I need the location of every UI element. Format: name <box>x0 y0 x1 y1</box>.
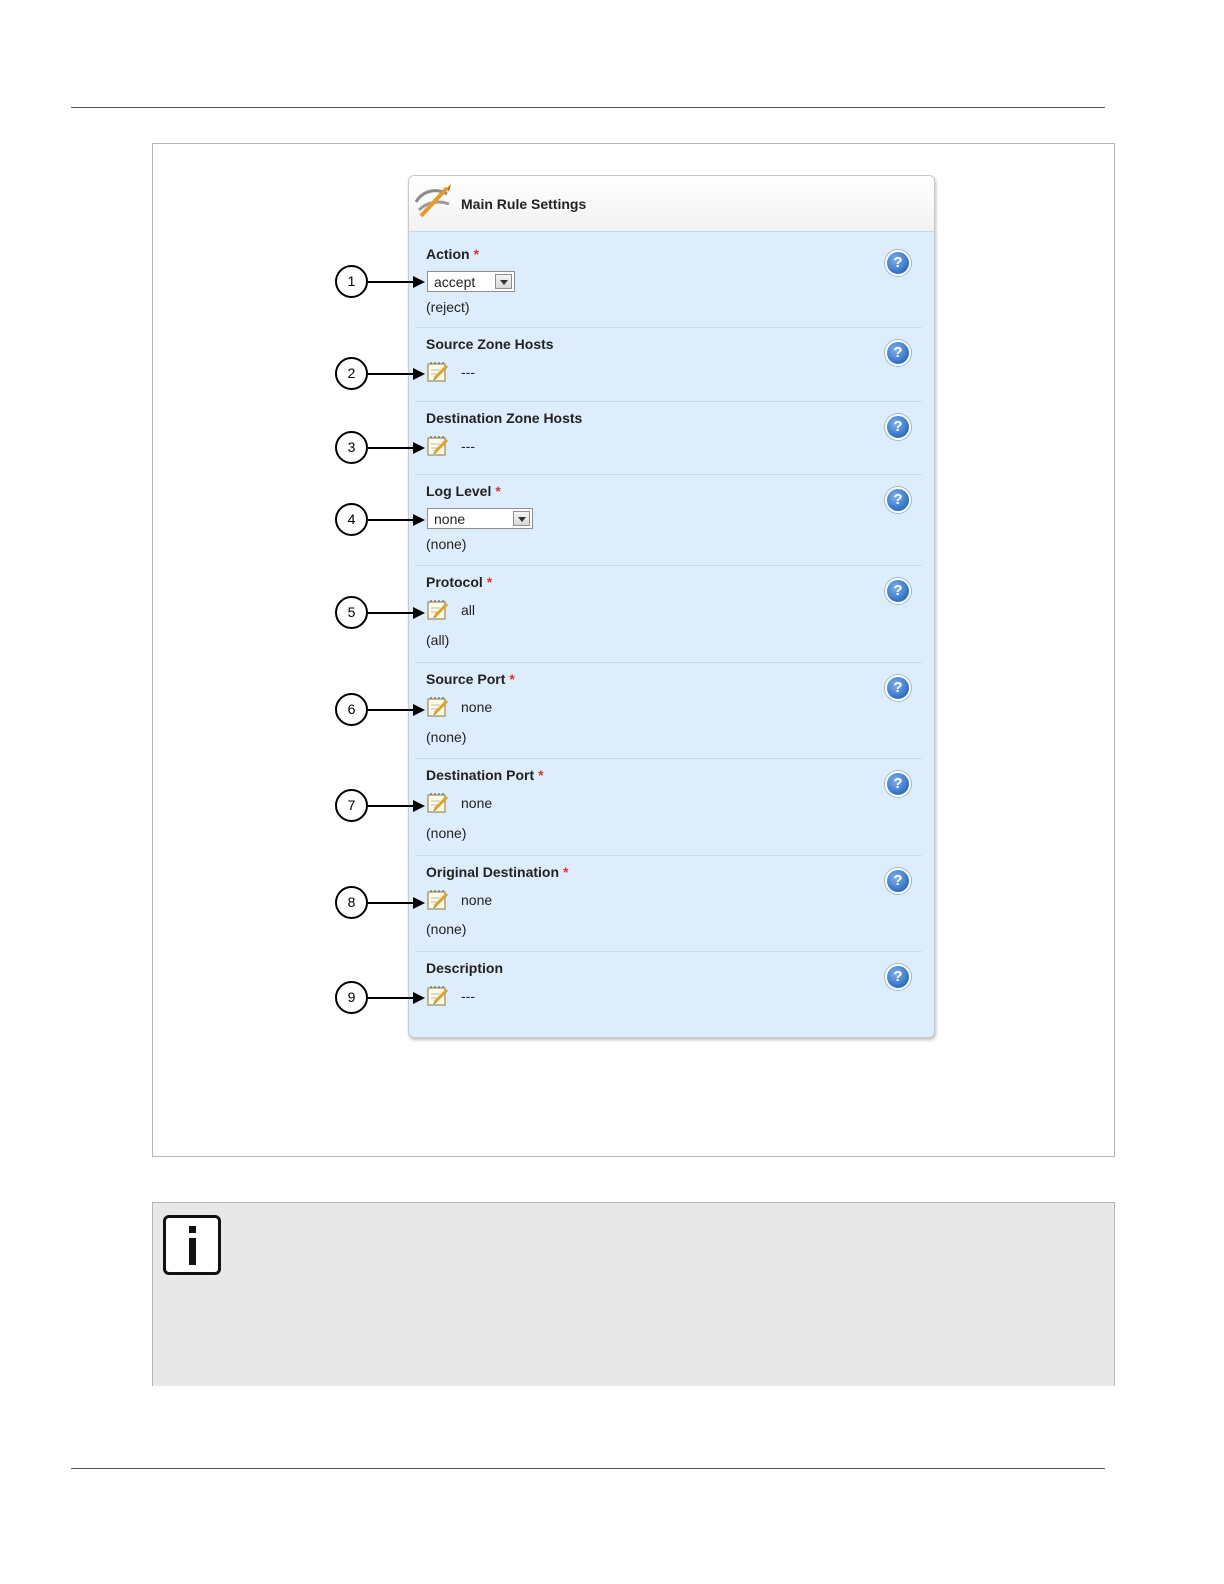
field-separator <box>415 758 922 759</box>
note-box <box>152 1202 1115 1386</box>
callout-arrow <box>368 447 423 449</box>
field-label-text: Action <box>426 246 470 262</box>
field-separator <box>415 855 922 856</box>
field-label-text: Source Zone Hosts <box>426 336 554 352</box>
field-label <box>426 574 492 590</box>
field-value: none <box>461 795 493 811</box>
field-label-text: Source Port <box>426 671 506 687</box>
field-label <box>426 960 503 976</box>
help-icon[interactable]: ? <box>885 250 911 276</box>
callout-number: 8 <box>335 886 368 919</box>
help-icon[interactable]: ? <box>885 414 911 440</box>
required-marker: * <box>509 671 515 687</box>
callout-arrow <box>368 902 423 904</box>
top-rule <box>71 107 1105 108</box>
callout-number: 9 <box>335 981 368 1014</box>
field-default-value: (none) <box>426 825 467 841</box>
callout-number: 4 <box>335 503 368 536</box>
field-label-text: Destination Port <box>426 767 535 783</box>
edit-pencil-icon[interactable] <box>427 792 449 814</box>
select-value: none <box>434 511 466 527</box>
field-label <box>426 336 554 352</box>
field-label <box>426 767 544 783</box>
chevron-down-icon[interactable] <box>513 511 530 526</box>
field-label-text: Log Level <box>426 483 492 499</box>
callout-number: 6 <box>335 693 368 726</box>
required-marker: * <box>495 483 501 499</box>
info-icon <box>163 1215 221 1275</box>
field-value: none <box>461 892 493 908</box>
field-select[interactable] <box>427 271 515 292</box>
field-separator <box>415 327 922 328</box>
edit-pencil-icon[interactable] <box>427 696 449 718</box>
callout-number: 5 <box>335 596 368 629</box>
field-separator <box>415 951 922 952</box>
callout-number: 2 <box>335 357 368 390</box>
field-value: --- <box>461 364 475 380</box>
help-icon[interactable]: ? <box>885 578 911 604</box>
panel-header <box>409 176 934 232</box>
select-value: accept <box>434 274 476 290</box>
help-icon[interactable]: ? <box>885 771 911 797</box>
required-marker: * <box>538 767 544 783</box>
field-label <box>426 410 582 426</box>
main-rule-settings-panel <box>408 175 935 1038</box>
bottom-rule <box>71 1468 1105 1469</box>
callout-arrow <box>368 805 423 807</box>
help-icon[interactable]: ? <box>885 868 911 894</box>
field-default-value: (none) <box>426 921 467 937</box>
field-label <box>426 246 479 262</box>
field-label-text: Protocol <box>426 574 483 590</box>
callout-number: 1 <box>335 265 368 298</box>
info-bar <box>189 1238 196 1265</box>
field-default-value: (none) <box>426 729 467 745</box>
callout-arrow <box>368 612 423 614</box>
field-label <box>426 671 515 687</box>
field-default-value: (reject) <box>426 299 470 315</box>
field-value: all <box>461 602 476 618</box>
edit-pencil-icon[interactable] <box>427 985 449 1007</box>
field-separator <box>415 662 922 663</box>
field-label <box>426 864 568 880</box>
field-separator <box>415 565 922 566</box>
field-label-text: Destination Zone Hosts <box>426 410 583 426</box>
field-select[interactable] <box>427 508 533 529</box>
callout-arrow <box>368 997 423 999</box>
edit-pencil-icon[interactable] <box>427 361 449 383</box>
required-marker: * <box>486 574 493 590</box>
callout-arrow <box>368 373 423 375</box>
edit-pencil-icon[interactable] <box>427 599 449 621</box>
field-label-text: Description <box>426 960 504 976</box>
help-icon[interactable]: ? <box>885 964 911 990</box>
rule-settings-logo-icon <box>413 182 453 220</box>
callout-arrow <box>368 281 423 283</box>
field-value: --- <box>461 988 475 1004</box>
info-dot <box>189 1226 196 1233</box>
edit-pencil-icon[interactable] <box>427 889 449 911</box>
chevron-down-icon[interactable] <box>495 274 512 289</box>
field-separator <box>415 474 922 475</box>
field-default-value: (all) <box>426 632 450 648</box>
edit-pencil-icon[interactable] <box>427 435 449 457</box>
field-value: --- <box>461 438 475 454</box>
callout-arrow <box>368 709 423 711</box>
field-separator <box>415 401 922 402</box>
callout-number: 3 <box>335 431 368 464</box>
callout-number: 7 <box>335 789 368 822</box>
field-label <box>426 483 501 499</box>
required-marker: * <box>473 246 480 262</box>
callout-arrow <box>368 519 423 521</box>
field-label-text: Original Destination <box>426 864 560 880</box>
panel-title: Main Rule Settings <box>461 196 587 212</box>
help-icon[interactable]: ? <box>885 487 911 513</box>
required-marker: * <box>563 864 569 880</box>
help-icon[interactable]: ? <box>885 340 911 366</box>
field-default-value: (none) <box>426 536 467 552</box>
help-icon[interactable]: ? <box>885 675 911 701</box>
field-value: none <box>461 699 493 715</box>
